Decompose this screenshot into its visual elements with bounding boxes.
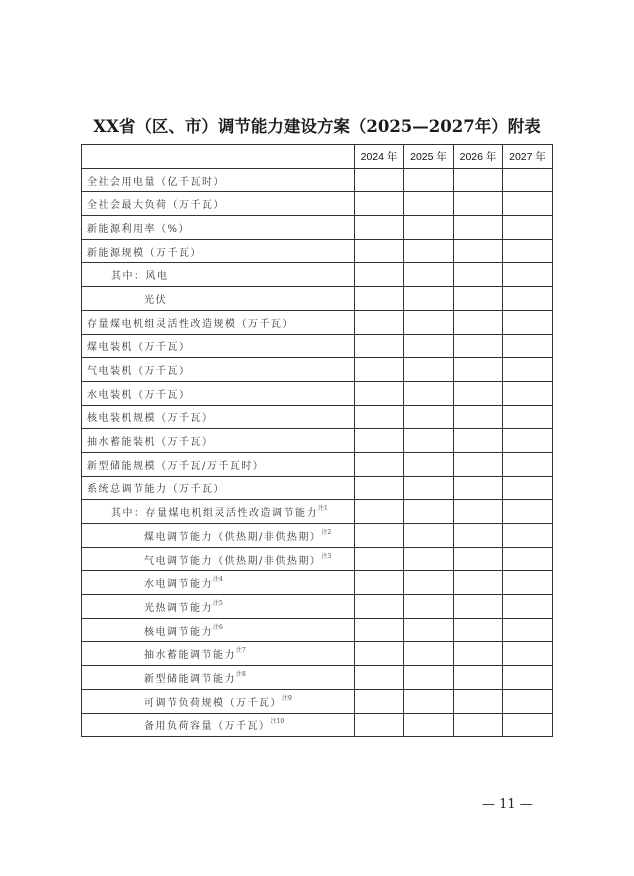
row-label-cell	[82, 358, 355, 382]
value-cell-2024[interactable]	[355, 310, 404, 334]
value-cell-2027[interactable]	[503, 287, 553, 311]
row-label-cell	[82, 571, 355, 595]
table-row	[82, 524, 553, 548]
value-cell-2025[interactable]	[404, 571, 454, 595]
row-label-cell	[82, 239, 355, 263]
row-label: 气电装机（万千瓦）	[87, 366, 191, 378]
row-label: 全社会最大负荷（万千瓦）	[87, 200, 225, 212]
value-cell-2025[interactable]	[404, 216, 454, 240]
value-cell-2025[interactable]	[404, 713, 454, 737]
value-cell-2026[interactable]	[454, 571, 503, 595]
table-row	[82, 476, 553, 500]
table-row	[82, 689, 553, 713]
table-row	[82, 358, 553, 382]
value-cell-2026[interactable]	[454, 524, 503, 548]
row-label: 其中：风电	[111, 271, 169, 283]
row-label-cell	[82, 263, 355, 287]
value-cell-2026[interactable]	[454, 358, 503, 382]
table-row	[82, 571, 553, 595]
header-year-2027: 2027 年	[503, 145, 553, 169]
value-cell-2024[interactable]	[355, 642, 404, 666]
table-row	[82, 547, 553, 571]
value-cell-2027[interactable]	[503, 334, 553, 358]
footnote-marker: 注10	[270, 718, 285, 726]
value-cell-2026[interactable]	[454, 713, 503, 737]
value-cell-2024[interactable]	[355, 168, 404, 192]
value-cell-2026[interactable]	[454, 452, 503, 476]
value-cell-2026[interactable]	[454, 500, 503, 524]
value-cell-2026[interactable]	[454, 666, 503, 690]
value-cell-2026[interactable]	[454, 216, 503, 240]
footnote-marker: 注2	[321, 528, 332, 536]
value-cell-2027[interactable]	[503, 476, 553, 500]
value-cell-2024[interactable]	[355, 263, 404, 287]
value-cell-2024[interactable]	[355, 429, 404, 453]
value-cell-2024[interactable]	[355, 571, 404, 595]
table-row	[82, 192, 553, 216]
value-cell-2025[interactable]	[404, 287, 454, 311]
row-label-cell	[82, 405, 355, 429]
value-cell-2027[interactable]	[503, 429, 553, 453]
row-label: 新型储能规模（万千瓦/万千瓦时）	[87, 460, 265, 472]
value-cell-2024[interactable]	[355, 713, 404, 737]
table-row	[82, 287, 553, 311]
value-cell-2025[interactable]	[404, 334, 454, 358]
value-cell-2024[interactable]	[355, 405, 404, 429]
header-row	[82, 145, 553, 169]
row-label-cell	[82, 334, 355, 358]
row-label-cell	[82, 642, 355, 666]
table-row	[82, 618, 553, 642]
footnote-marker: 注7	[236, 647, 246, 655]
value-cell-2024[interactable]	[355, 452, 404, 476]
value-cell-2027[interactable]	[503, 689, 553, 713]
value-cell-2024[interactable]	[355, 358, 404, 382]
row-label-cell	[82, 476, 355, 500]
value-cell-2025[interactable]	[404, 618, 454, 642]
value-cell-2027[interactable]	[503, 358, 553, 382]
value-cell-2027[interactable]	[503, 310, 553, 334]
value-cell-2027[interactable]	[503, 500, 553, 524]
row-label-cell	[82, 713, 355, 737]
header-year-2026: 2026 年	[454, 145, 503, 169]
row-label-cell	[82, 689, 355, 713]
value-cell-2027[interactable]	[503, 263, 553, 287]
value-cell-2026[interactable]	[454, 595, 503, 619]
value-cell-2024[interactable]	[355, 689, 404, 713]
value-cell-2027[interactable]	[503, 642, 553, 666]
value-cell-2027[interactable]	[503, 452, 553, 476]
value-cell-2024[interactable]	[355, 239, 404, 263]
value-cell-2025[interactable]	[404, 358, 454, 382]
value-cell-2026[interactable]	[454, 405, 503, 429]
table-row	[82, 310, 553, 334]
value-cell-2027[interactable]	[503, 713, 553, 737]
table-row	[82, 168, 553, 192]
header-year-2024: 2024 年	[355, 145, 404, 169]
value-cell-2025[interactable]	[404, 405, 454, 429]
row-label-cell	[82, 429, 355, 453]
row-label: 新能源利用率（%）	[87, 223, 191, 235]
value-cell-2025[interactable]	[404, 595, 454, 619]
row-label: 新能源规模（万千瓦）	[87, 247, 202, 259]
row-label: 煤电装机（万千瓦）	[87, 342, 191, 354]
value-cell-2025[interactable]	[404, 168, 454, 192]
row-label: 全社会用电量（亿千瓦时）	[87, 176, 225, 188]
value-cell-2027[interactable]	[503, 405, 553, 429]
row-label-cell	[82, 452, 355, 476]
value-cell-2026[interactable]	[454, 168, 503, 192]
value-cell-2026[interactable]	[454, 476, 503, 500]
value-cell-2027[interactable]	[503, 168, 553, 192]
footnote-marker: 注1	[318, 505, 328, 513]
value-cell-2025[interactable]	[404, 452, 454, 476]
table-row	[82, 381, 553, 405]
value-cell-2026[interactable]	[454, 642, 503, 666]
row-label: 光热调节能力	[144, 602, 213, 614]
value-cell-2024[interactable]	[355, 618, 404, 642]
value-cell-2025[interactable]	[404, 547, 454, 571]
row-label: 水电装机（万千瓦）	[87, 389, 191, 401]
value-cell-2027[interactable]	[503, 595, 553, 619]
value-cell-2027[interactable]	[503, 618, 553, 642]
table-row	[82, 500, 553, 524]
row-label-cell	[82, 618, 355, 642]
value-cell-2025[interactable]	[404, 263, 454, 287]
row-label: 系统总调节能力（万千瓦）	[87, 484, 225, 496]
footnote-marker: 注8	[236, 670, 246, 678]
value-cell-2024[interactable]	[355, 500, 404, 524]
table-row	[82, 216, 553, 240]
table-row	[82, 595, 553, 619]
row-label: 煤电调节能力（供热期/非供热期）	[144, 531, 322, 543]
footnote-marker: 注6	[213, 623, 223, 631]
row-label-cell	[82, 287, 355, 311]
value-cell-2024[interactable]	[355, 381, 404, 405]
row-label-cell	[82, 310, 355, 334]
value-cell-2027[interactable]	[503, 239, 553, 263]
header-corner-cell	[82, 145, 355, 169]
value-cell-2025[interactable]	[404, 476, 454, 500]
value-cell-2025[interactable]	[404, 689, 454, 713]
row-label-cell	[82, 192, 355, 216]
value-cell-2026[interactable]	[454, 429, 503, 453]
appendix-table	[81, 144, 553, 737]
row-label-cell	[82, 547, 355, 571]
table-row	[82, 405, 553, 429]
value-cell-2026[interactable]	[454, 310, 503, 334]
row-label: 水电调节能力	[144, 579, 213, 591]
value-cell-2025[interactable]	[404, 666, 454, 690]
page-title: XX省（区、市）调节能力建设方案（2025—2027年）附表	[93, 117, 541, 136]
value-cell-2027[interactable]	[503, 547, 553, 571]
table-row	[82, 263, 553, 287]
value-cell-2026[interactable]	[454, 287, 503, 311]
table-row	[82, 452, 553, 476]
value-cell-2025[interactable]	[404, 524, 454, 548]
value-cell-2025[interactable]	[404, 192, 454, 216]
value-cell-2025[interactable]	[404, 310, 454, 334]
value-cell-2026[interactable]	[454, 689, 503, 713]
footnote-marker: 注5	[213, 599, 223, 607]
value-cell-2027[interactable]	[503, 192, 553, 216]
row-label: 抽水蓄能调节能力	[144, 650, 236, 662]
value-cell-2026[interactable]	[454, 239, 503, 263]
value-cell-2024[interactable]	[355, 216, 404, 240]
header-year-2025: 2025 年	[404, 145, 454, 169]
value-cell-2025[interactable]	[404, 642, 454, 666]
row-label: 光伏	[144, 294, 167, 306]
row-label: 备用负荷容量（万千瓦）	[144, 721, 271, 733]
footnote-marker: 注3	[321, 552, 332, 560]
row-label: 抽水蓄能装机（万千瓦）	[87, 437, 214, 449]
row-label: 气电调节能力（供热期/非供热期）	[144, 555, 322, 567]
value-cell-2027[interactable]	[503, 216, 553, 240]
table-row	[82, 334, 553, 358]
value-cell-2027[interactable]	[503, 524, 553, 548]
row-label: 其中：存量煤电机组灵活性改造调节能力	[111, 508, 318, 520]
value-cell-2024[interactable]	[355, 334, 404, 358]
row-label: 核电调节能力	[144, 626, 213, 638]
footnote-marker: 注4	[213, 576, 223, 584]
row-label-cell	[82, 524, 355, 548]
value-cell-2027[interactable]	[503, 666, 553, 690]
value-cell-2026[interactable]	[454, 381, 503, 405]
row-label: 存量煤电机组灵活性改造规模（万千瓦）	[87, 318, 294, 330]
value-cell-2024[interactable]	[355, 595, 404, 619]
table-row	[82, 642, 553, 666]
value-cell-2024[interactable]	[355, 524, 404, 548]
value-cell-2027[interactable]	[503, 381, 553, 405]
row-label-cell	[82, 595, 355, 619]
value-cell-2025[interactable]	[404, 239, 454, 263]
value-cell-2026[interactable]	[454, 547, 503, 571]
value-cell-2024[interactable]	[355, 666, 404, 690]
value-cell-2026[interactable]	[454, 192, 503, 216]
value-cell-2027[interactable]	[503, 571, 553, 595]
table-row	[82, 239, 553, 263]
value-cell-2026[interactable]	[454, 334, 503, 358]
footnote-marker: 注9	[282, 694, 292, 702]
page-number: — 11 —	[482, 797, 533, 812]
row-label: 可调节负荷规模（万千瓦）	[144, 697, 282, 709]
value-cell-2025[interactable]	[404, 500, 454, 524]
row-label-cell	[82, 500, 355, 524]
value-cell-2025[interactable]	[404, 381, 454, 405]
row-label-cell	[82, 168, 355, 192]
row-label: 核电装机规模（万千瓦）	[87, 413, 214, 425]
value-cell-2026[interactable]	[454, 263, 503, 287]
table-row	[82, 429, 553, 453]
value-cell-2026[interactable]	[454, 618, 503, 642]
value-cell-2024[interactable]	[355, 287, 404, 311]
table-row	[82, 713, 553, 737]
row-label-cell	[82, 216, 355, 240]
table-row	[82, 666, 553, 690]
value-cell-2024[interactable]	[355, 476, 404, 500]
value-cell-2024[interactable]	[355, 192, 404, 216]
value-cell-2024[interactable]	[355, 547, 404, 571]
row-label: 新型储能调节能力	[144, 673, 236, 685]
row-label-cell	[82, 666, 355, 690]
row-label-cell	[82, 381, 355, 405]
value-cell-2025[interactable]	[404, 429, 454, 453]
